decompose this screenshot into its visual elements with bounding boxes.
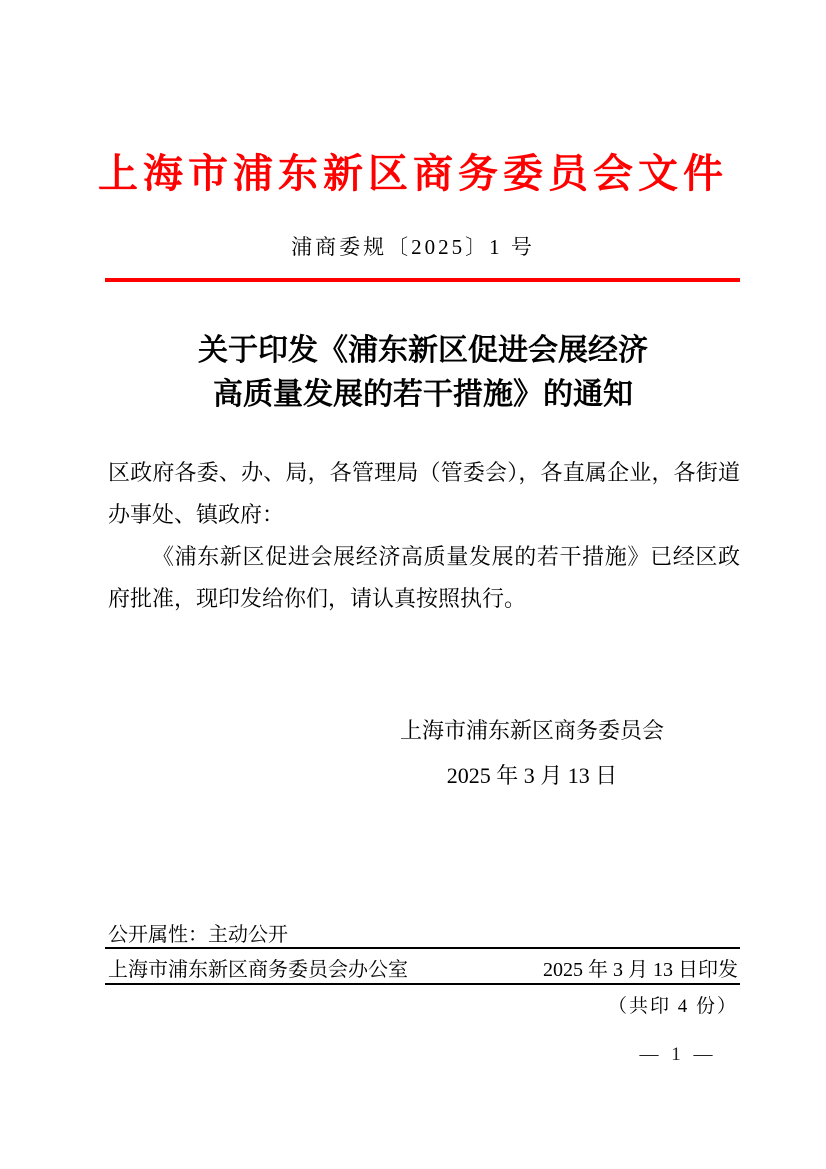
- page-number: — 1 —: [639, 1044, 717, 1065]
- issuing-office: 上海市浦东新区商务委员会办公室: [108, 959, 408, 981]
- body-paragraph: 《浦东新区促进会展经济高质量发展的若干措施》已经区政府批准，现印发给你们，请认真按照执行。: [108, 544, 740, 611]
- document-title-line2: 高质量发展的若干措施》的通知: [213, 378, 633, 411]
- print-date: 2025 年 3 月 13 日印发: [543, 959, 738, 981]
- signature-date: 2025 年 3 月 13 日: [446, 763, 618, 788]
- document-body: [108, 452, 740, 620]
- footer-divider-bottom: [105, 983, 740, 985]
- footer-divider-top: [105, 947, 740, 949]
- publicity-attribute: 公开属性：主动公开: [108, 924, 288, 946]
- document-title: [97, 329, 749, 417]
- signature-block: [332, 708, 732, 798]
- doc-reference-number: 浦商委规〔2025〕1 号: [291, 235, 535, 259]
- signature-org: 上海市浦东新区商务委员会: [399, 718, 664, 743]
- copies-count: （共印 4 份）: [607, 996, 738, 1017]
- red-divider-line: [105, 278, 740, 282]
- footer-issuing-row: [108, 953, 738, 982]
- salutation: 区政府各委、办、局，各管理局（管委会），各直属企业，各街道办事处、镇政府：: [108, 460, 740, 527]
- document-title-line1: 关于印发《浦东新区促进会展经济: [198, 334, 648, 367]
- red-letterhead-title: 上海市浦东新区商务委员会文件: [98, 151, 728, 196]
